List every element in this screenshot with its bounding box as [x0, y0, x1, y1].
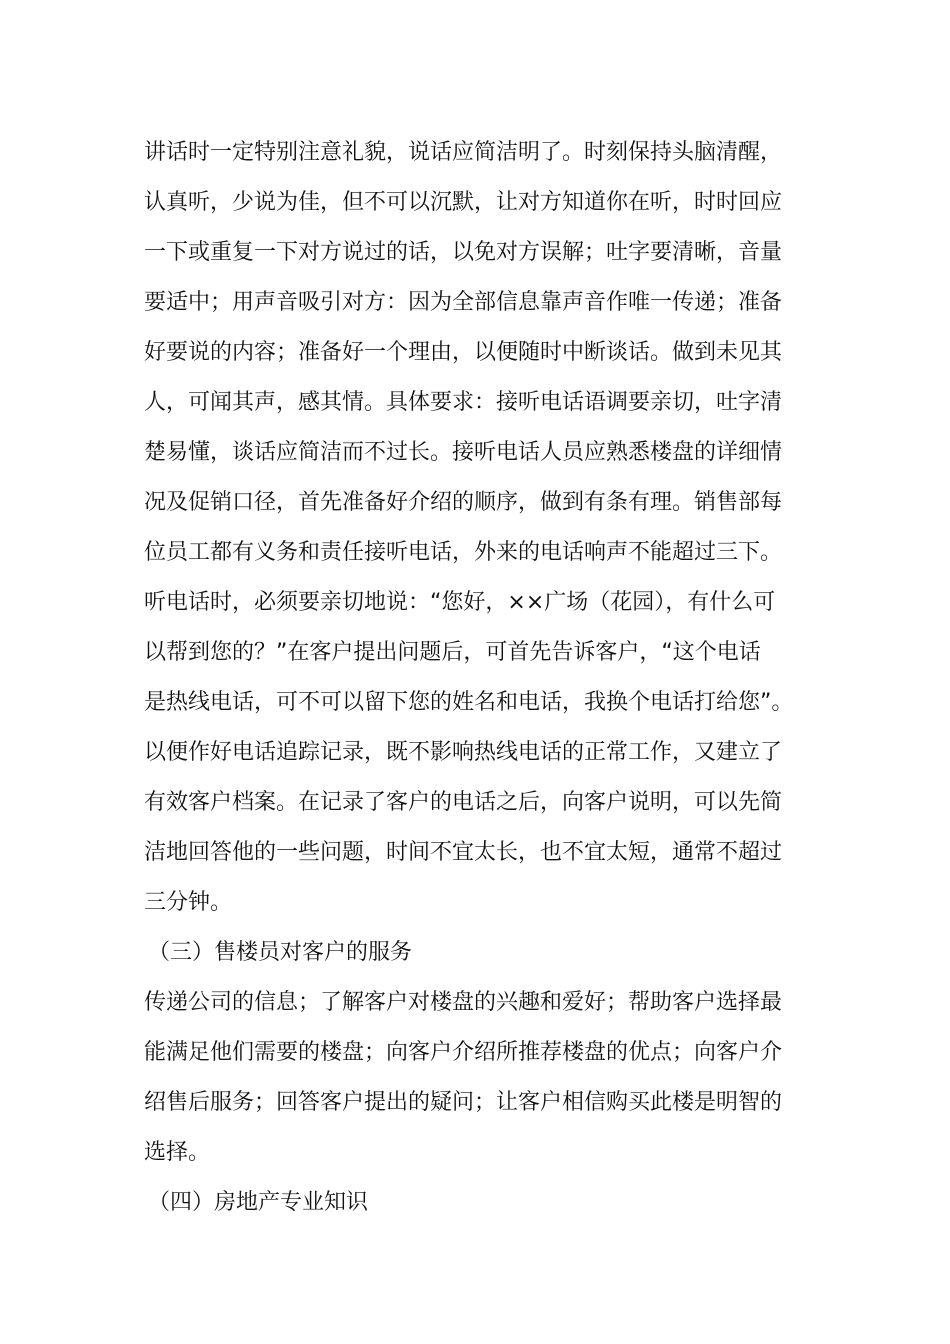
text-line: 楚易懂，谈话应简洁而不过长。接听电话人员应熟悉楼盘的详细情 [144, 440, 783, 465]
text-line: 一下或重复一下对方说过的话，以免对方误解；吐字要清晰，音量 [144, 240, 783, 265]
text-line: 听电话时，必须要亲切地说：“您好，××广场（花园），有什么可 [144, 590, 776, 615]
text-line: 人，可闻其声，感其情。具体要求：接听电话语调要亲切，吐字清 [144, 390, 783, 415]
document-body [144, 128, 814, 1228]
text-line: 好要说的内容；准备好一个理由，以便随时中断谈话。做到未见其 [144, 340, 783, 365]
text-line: 况及促销口径，首先准备好介绍的顺序，做到有条有理。销售部每 [144, 490, 783, 515]
text-line: 能满足他们需要的楼盘；向客户介绍所推荐楼盘的优点；向客户介 [144, 1040, 783, 1065]
text-line: 有效客户档案。在记录了客户的电话之后，向客户说明，可以先简 [144, 790, 783, 815]
text-line: 传递公司的信息；了解客户对楼盘的兴趣和爱好；帮助客户选择最 [144, 990, 783, 1015]
section-heading-3: （三）售楼员对客户的服务 [148, 940, 413, 965]
text-line: 以帮到您的？”在客户提出问题后，可首先告诉客户，“这个电话 [144, 640, 761, 665]
text-line: 讲话时一定特别注意礼貌，说话应简洁明了。时刻保持头脑清醒， [144, 140, 783, 165]
text-line: 三分钟。 [144, 890, 233, 915]
text-line: 是热线电话，可不可以留下您的姓名和电话，我换个电话打给您”。 [144, 690, 794, 715]
text-line: 位员工都有义务和责任接听电话，外来的电话响声不能超过三下。 [144, 540, 783, 565]
paragraph-phone-etiquette [144, 128, 814, 928]
text-line: 要适中；用声音吸引对方：因为全部信息靠声音作唯一传递；准备 [144, 290, 783, 315]
section-heading-4: （四）房地产专业知识 [148, 1190, 369, 1215]
text-line: 认真听，少说为佳，但不可以沉默，让对方知道你在听，时时回应 [144, 190, 783, 215]
text-line: 以便作好电话追踪记录，既不影响热线电话的正常工作，又建立了 [144, 740, 783, 765]
text-line: 选择。 [144, 1140, 211, 1165]
paragraph-sales-service [144, 978, 814, 1178]
text-line: 洁地回答他的一些问题，时间不宜太长，也不宜太短，通常不超过 [144, 840, 783, 865]
text-line: 绍售后服务；回答客户提出的疑问；让客户相信购买此楼是明智的 [144, 1090, 783, 1115]
